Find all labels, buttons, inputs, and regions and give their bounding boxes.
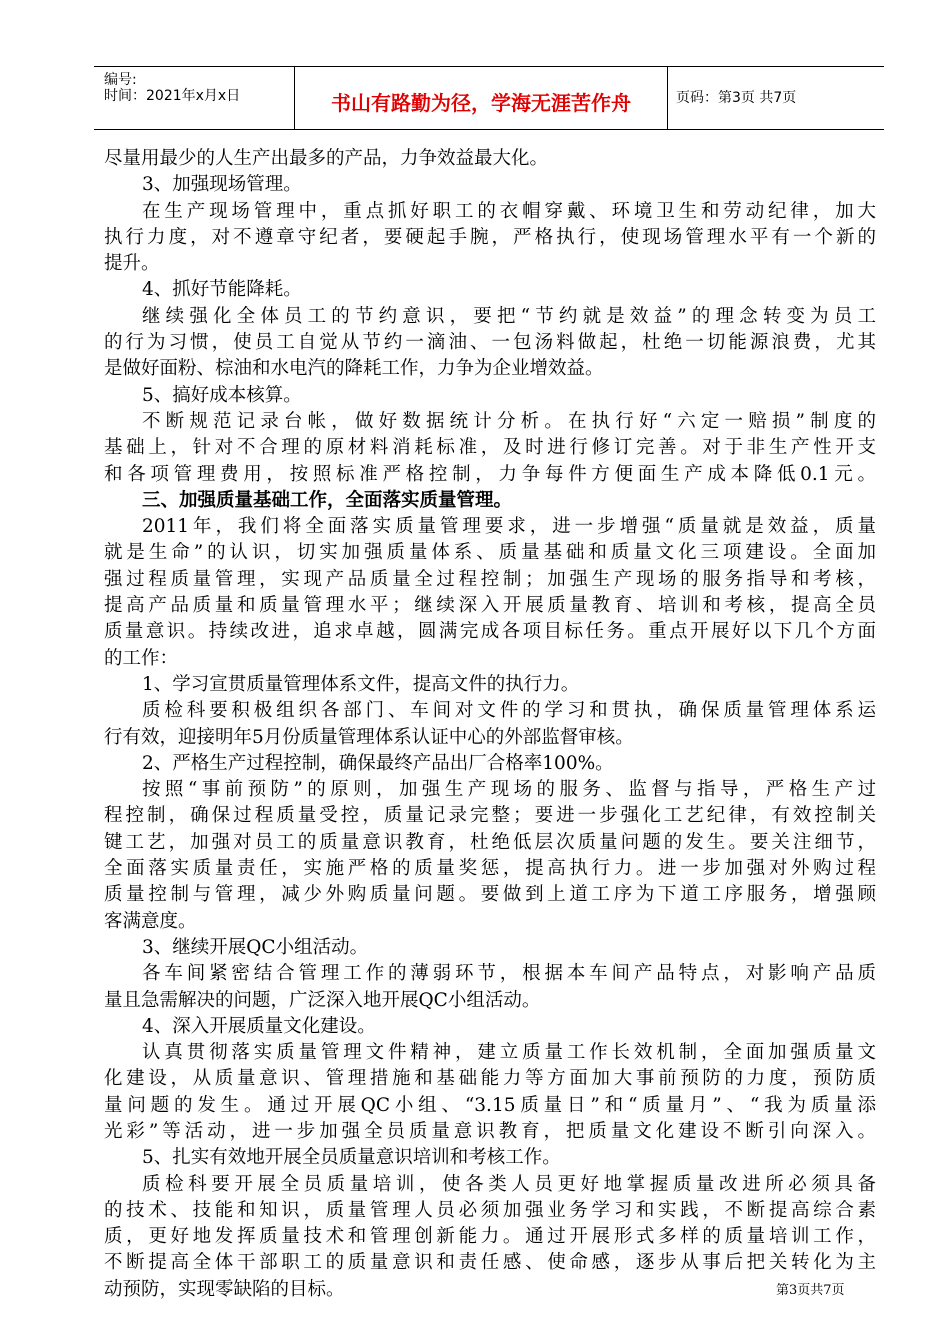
subheading: 4、深入开展质量文化建设。 xyxy=(142,1015,376,1037)
paragraph-line: 提高产品质量和质量管理水平；继续深入开展质量教育、培训和考核，提高全员 xyxy=(104,595,876,617)
subheading: 1、学习宣贯质量管理体系文件，提高文件的执行力。 xyxy=(142,673,580,695)
document-body xyxy=(104,146,876,1303)
header-page-number: 页码：第3页 共7页 xyxy=(676,90,797,106)
section-heading: 三、加强质量基础工作，全面落实质量管理。 xyxy=(142,489,513,511)
header-meta xyxy=(94,67,294,129)
paragraph-line: 的技术、技能和知识，质量管理人员必须加强业务学习和实践，不断提高综合素 xyxy=(104,1199,876,1221)
paragraph-line: 量且急需解决的问题，广泛深入地开展QC小组活动。 xyxy=(104,989,541,1011)
paragraph-line: 光彩”等活动，进一步加强全员质量意识教育，把质量文化建设不断引向深入。 xyxy=(104,1120,876,1142)
subheading: 5、搞好成本核算。 xyxy=(142,384,302,406)
paragraph-line: 质，更好地发挥质量技术和管理创新能力。通过开展形式多样的质量培训工作， xyxy=(104,1226,876,1248)
paragraph-line: 各车间紧密结合管理工作的薄弱环节，根据本车间产品特点，对影响产品质 xyxy=(142,963,876,985)
subheading: 5、扎实有效地开展全员质量意识培训和考核工作。 xyxy=(142,1147,561,1169)
paragraph-line: 是做好面粉、棕油和水电汽的降耗工作，力争为企业增效益。 xyxy=(104,358,604,380)
paragraph-line: 和各项管理费用，按照标准严格控制，力争每件方便面生产成本降低0.1元。 xyxy=(104,463,876,485)
paragraph-line: 按照“事前预防”的原则，加强生产现场的服务、监督与指导，严格生产过 xyxy=(142,779,876,801)
subheading: 3、继续开展QC小组活动。 xyxy=(142,936,369,958)
paragraph-line: 程控制，确保过程质量受控，质量记录完整；要进一步强化工艺纪律，有效控制关 xyxy=(104,805,876,827)
subheading: 2、严格生产过程控制，确保最终产品出厂合格率100%。 xyxy=(142,752,614,774)
paragraph-line: 提升。 xyxy=(104,253,160,275)
document-time-label: 时间：2021年x月x日 xyxy=(104,88,241,104)
paragraph-line: 全面落实质量责任，实施严格的质量奖惩，提高执行力。进一步加强对外购过程 xyxy=(104,858,876,880)
paragraph-line: 尽量用最少的人生产出最多的产品，力争效益最大化。 xyxy=(104,148,549,169)
paragraph-line: 的工作： xyxy=(104,647,179,669)
paragraph-line: 执行力度，对不遵章守纪者，要硬起手腕，严格执行，使现场管理水平有一个新的 xyxy=(104,226,876,248)
paragraph-line: 不断提高全体干部职工的质量意识和责任感、使命感，逐步从事后把关转化为主 xyxy=(104,1252,876,1274)
paragraph-line: 基础上，针对不合理的原材料消耗标准，及时进行修订完善。对于非生产性开支 xyxy=(104,437,876,459)
paragraph-line: 继续强化全体员工的节约意识，要把“节约就是效益”的理念转变为员工 xyxy=(142,305,876,327)
paragraph-line: 化建设，从质量意识、管理措施和基础能力等方面加大事前预防的力度，预防质 xyxy=(104,1068,876,1090)
document-number-label: 编号: xyxy=(104,72,137,88)
paragraph-line: 动预防，实现零缺陷的目标。 xyxy=(104,1278,345,1300)
paragraph-line: 认真贯彻落实质量管理文件精神，建立质量工作长效机制，全面加强质量文 xyxy=(142,1042,876,1064)
paragraph-line: 量问题的发生。通过开展QC小组、“3.15质量日”和“质量月”、“我为质量添 xyxy=(104,1094,876,1116)
paragraph-line: 的行为习惯，使员工自觉从节约一滴油、一包汤料做起，杜绝一切能源浪费，尤其 xyxy=(104,332,876,354)
header-motto-cell xyxy=(294,67,668,129)
subheading: 4、抓好节能降耗。 xyxy=(142,279,302,301)
paragraph-line: 质量意识。持续改进，追求卓越，圆满完成各项目标任务。重点开展好以下几个方面 xyxy=(104,621,876,643)
paragraph-line: 就是生命”的认识，切实加强质量体系、质量基础和质量文化三项建设。全面加 xyxy=(104,542,876,564)
paragraph-line: 质检科要开展全员质量培训，使各类人员更好地掌握质量改进所必须具备 xyxy=(142,1173,876,1195)
paragraph-line: 质量控制与管理，减少外购质量问题。要做到上道工序为下道工序服务，增强顾 xyxy=(104,884,876,906)
page-header xyxy=(94,66,884,130)
paragraph-line: 在生产现场管理中，重点抓好职工的衣帽穿戴、环境卫生和劳动纪律，加大 xyxy=(142,200,876,222)
paragraph-line: 强过程质量管理，实现产品质量全过程控制；加强生产现场的服务指导和考核， xyxy=(104,568,876,590)
paragraph-line: 不断规范记录台帐，做好数据统计分析。在执行好“六定一赔损”制度的 xyxy=(142,410,876,432)
footer-page-number: 第3页共7页 xyxy=(776,1283,845,1298)
paragraph-line: 客满意度。 xyxy=(104,910,197,932)
paragraph-line: 行有效，迎接明年5月份质量管理体系认证中心的外部监督审核。 xyxy=(104,726,634,748)
paragraph-line: 质检科要积极组织各部门、车间对文件的学习和贯执，确保质量管理体系运 xyxy=(142,700,876,722)
header-motto: 书山有路勤为径，学海无涯苦作舟 xyxy=(331,91,631,115)
paragraph-line: 2011年，我们将全面落实质量管理要求，进一步增强“质量就是效益，质量 xyxy=(142,516,876,538)
paragraph-line: 键工艺，加强对员工的质量意识教育，杜绝低层次质量问题的发生。要关注细节， xyxy=(104,831,876,853)
subheading: 3、加强现场管理。 xyxy=(142,174,302,196)
